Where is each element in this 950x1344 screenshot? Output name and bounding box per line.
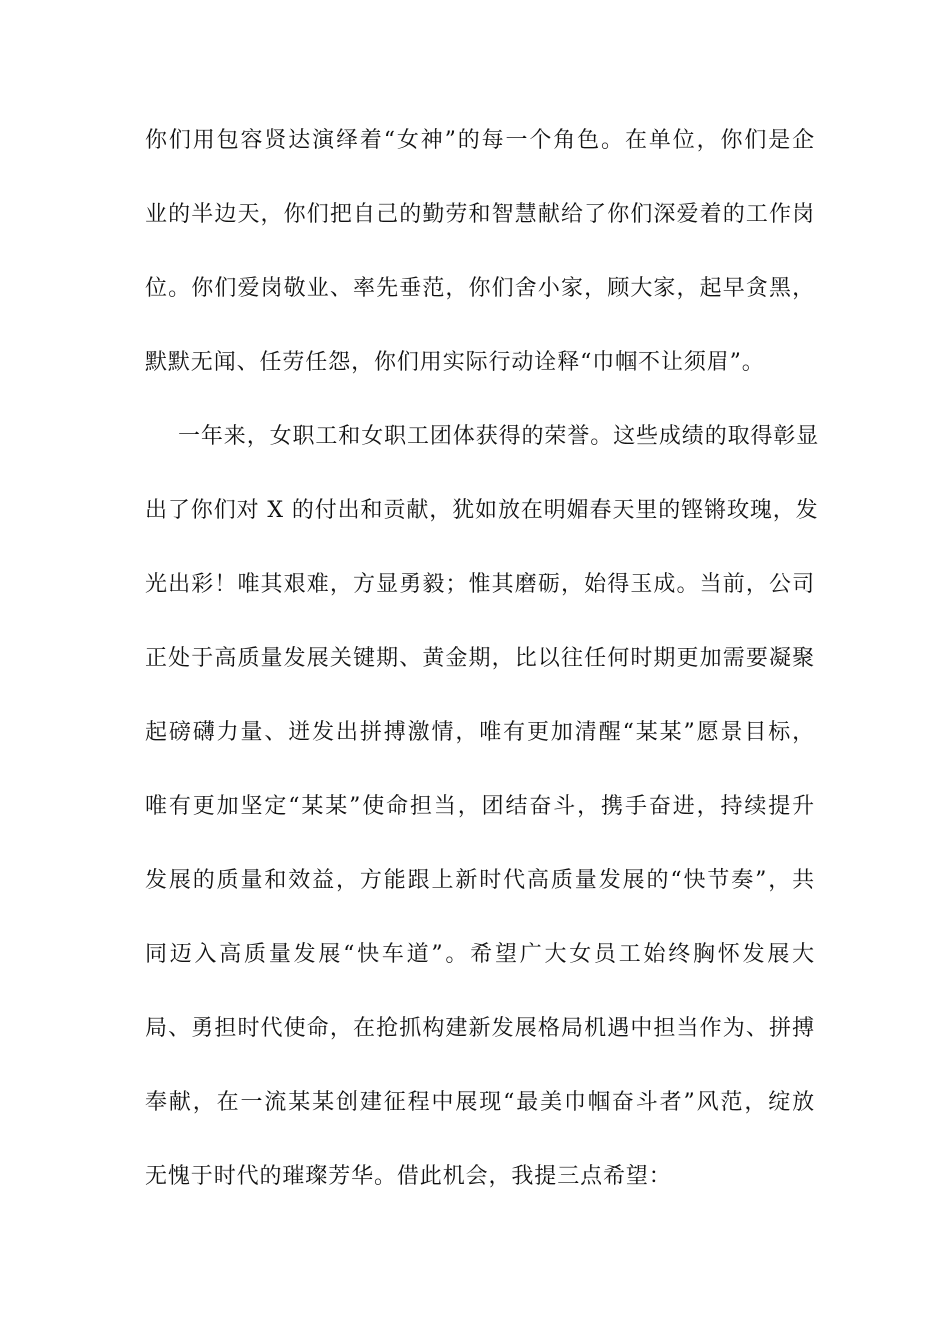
text-line: 一年来，女职工和女职工团体获得的荣誉。这些成绩的取得彰显 [178,424,820,449]
text-line: 默默无闻、任劳任怨，你们用实际行动诠释“巾帼不让须眉”。 [145,350,765,375]
text-line: 起磅礴力量、迸发出拼搏激情，唯有更加清醒“某某”愿景目标， [145,720,815,745]
text-line: 奉献，在一流某某创建征程中展现“最美巾帼奋斗者”风范，绽放 [145,1090,815,1115]
text-line: 业的半边天，你们把自己的勤劳和智慧献给了你们深爱着的工作岗 [145,202,815,227]
text-line: 你们用包容贤达演绎着“女神”的每一个角色。在单位，你们是企 [145,128,815,153]
text-line: 局、勇担时代使命，在抢抓构建新发展格局机遇中担当作为、拼搏 [145,1016,815,1041]
text-line: 发展的质量和效益，方能跟上新时代高质量发展的“快节奏”，共 [145,868,815,893]
text-line: 同迈入高质量发展“快车道”。希望广大女员工始终胸怀发展大 [145,942,815,967]
text-line: 出了你们对 X 的付出和贡献，犹如放在明媚春天里的铿锵玫瑰，发 [145,498,819,523]
text-line: 唯有更加坚定“某某”使命担当，团结奋斗，携手奋进，持续提升 [145,794,815,819]
text-line: 光出彩！唯其艰难，方显勇毅；惟其磨砺，始得玉成。当前，公司 [145,572,815,597]
text-line: 位。你们爱岗敬业、率先垂范，你们舍小家，顾大家，起早贪黑， [145,276,815,301]
text-line: 无愧于时代的璀璨芳华。借此机会，我提三点希望： [145,1164,672,1189]
text-line: 正处于高质量发展关键期、黄金期，比以往任何时期更加需要凝聚 [145,646,815,671]
